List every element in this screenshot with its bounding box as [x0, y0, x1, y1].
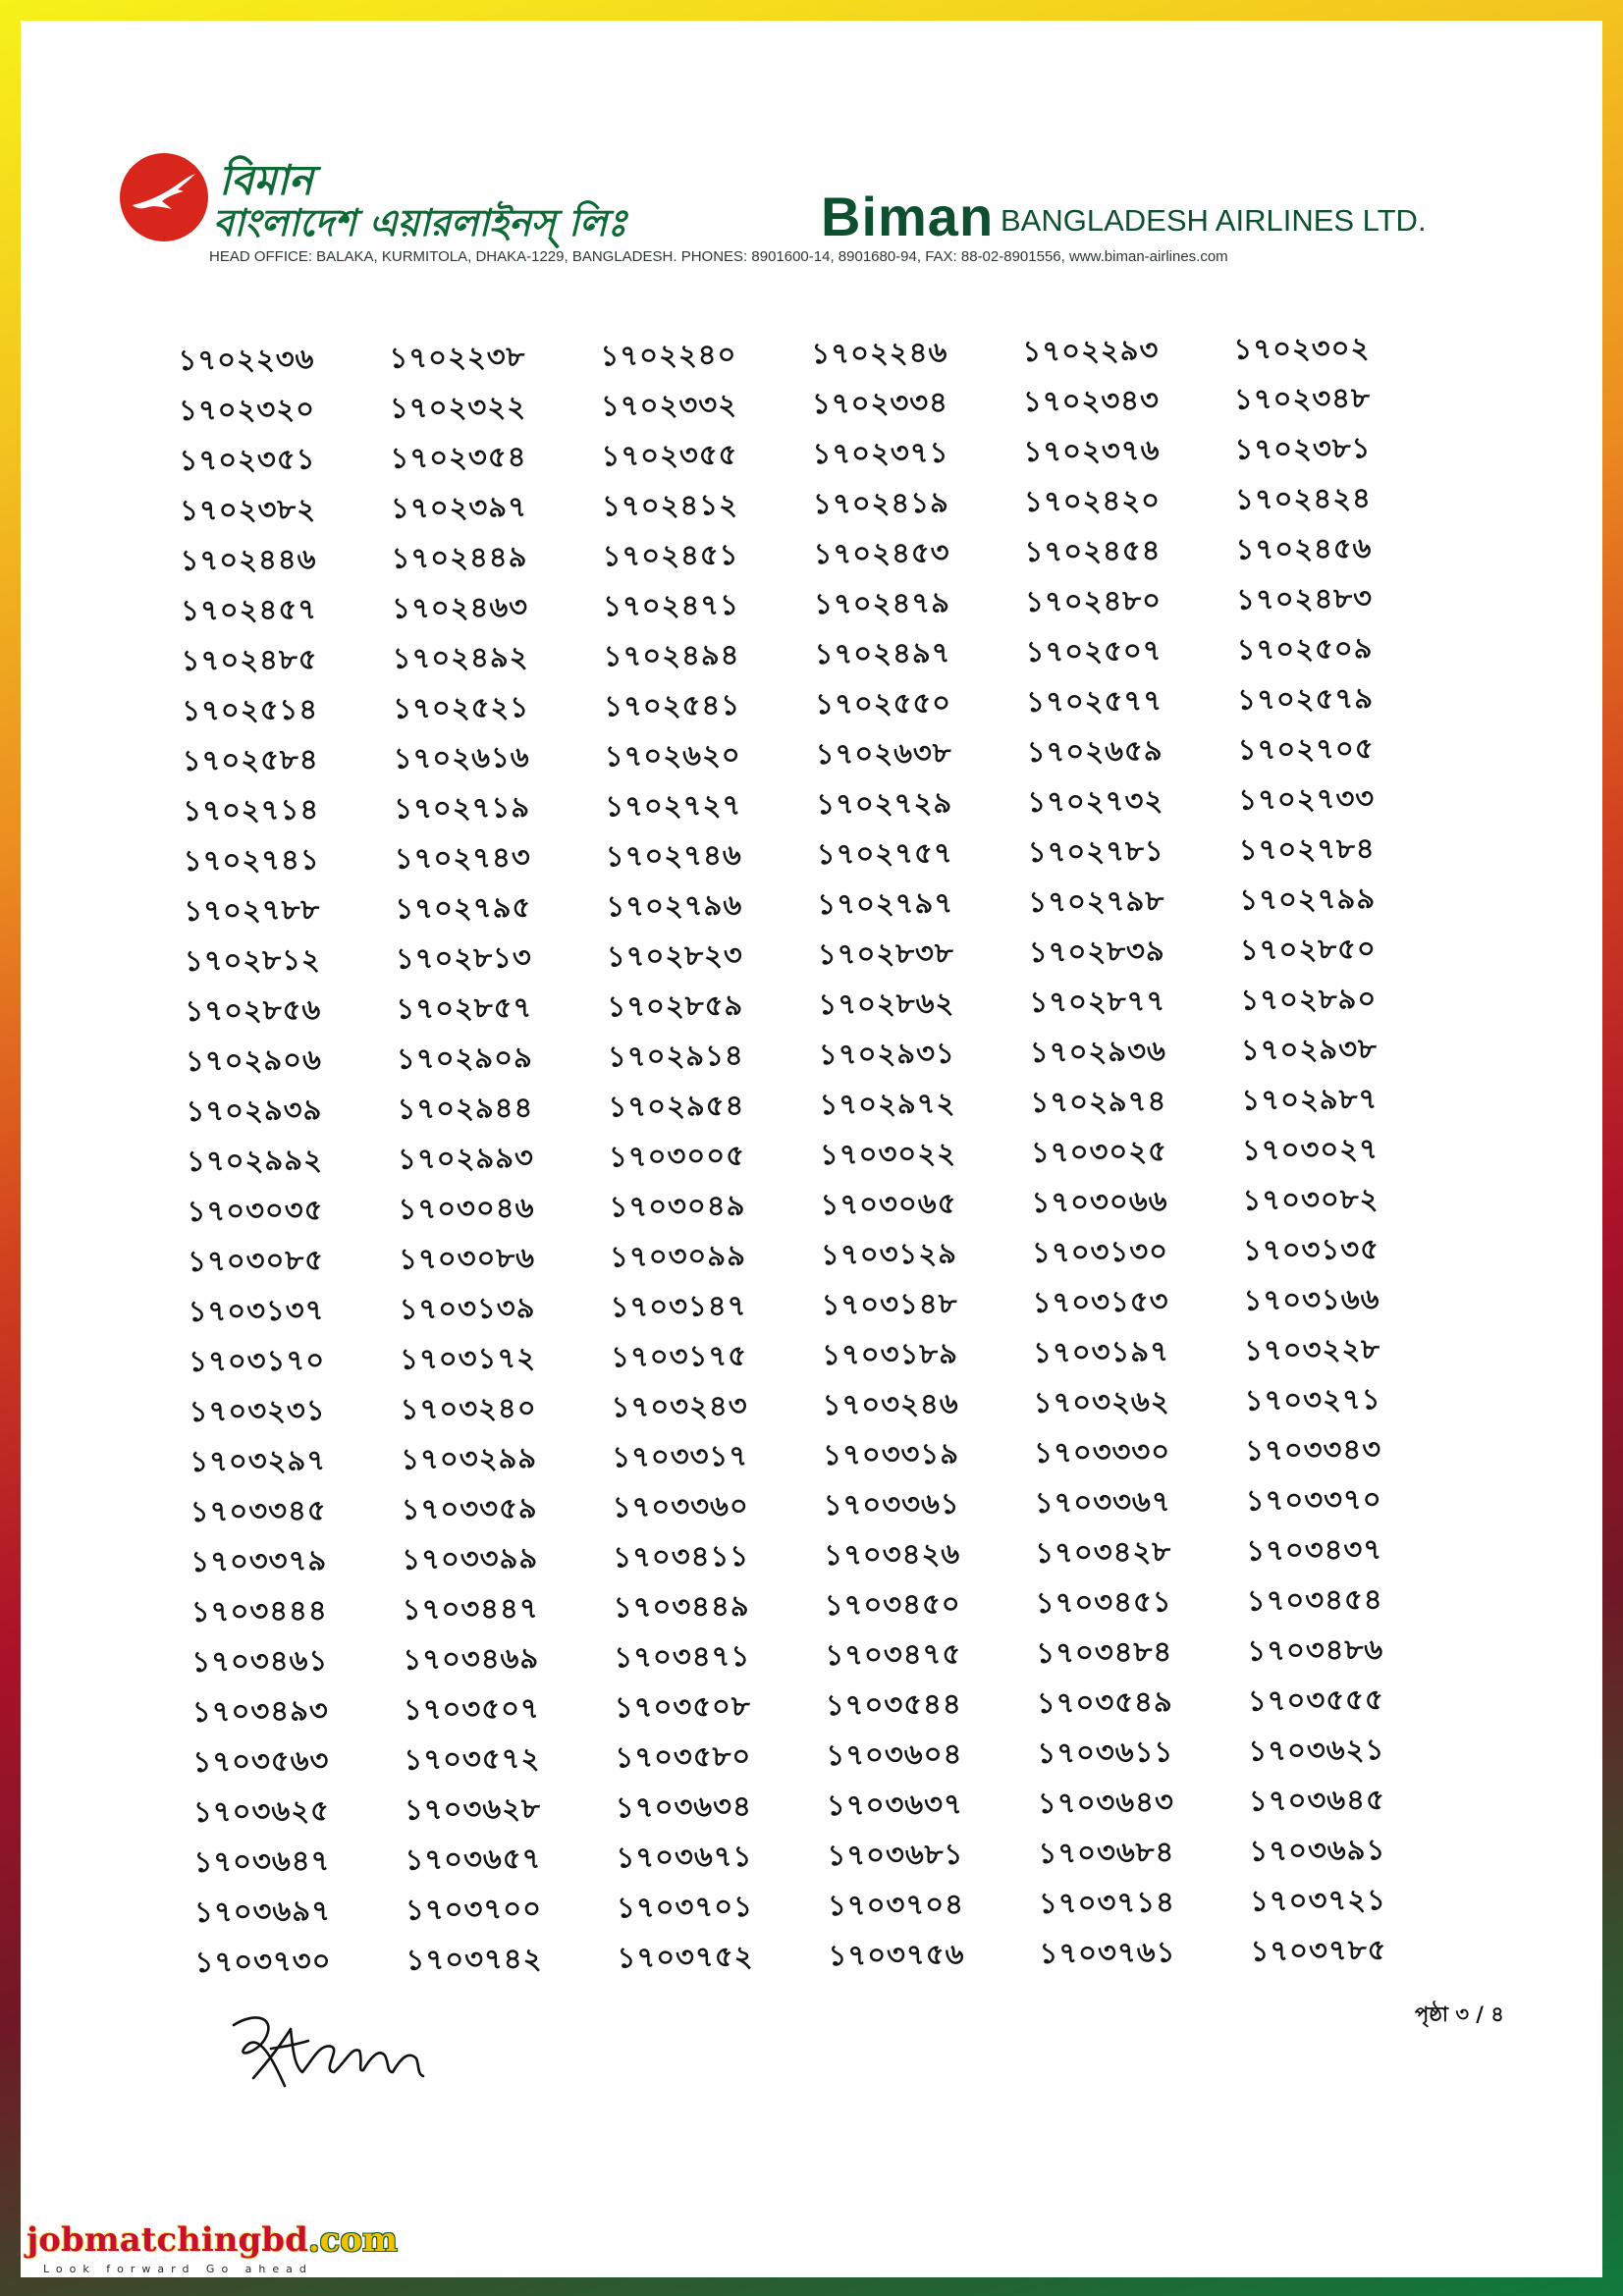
roll-number: ১৭০২৭৮৪: [1238, 831, 1376, 867]
roll-number: ১৭০৩৬২১: [1248, 1733, 1385, 1768]
roll-number: ১৭০৩০৬৫: [820, 1186, 957, 1221]
roll-number: ১৭০৩০৮২: [1242, 1182, 1380, 1217]
roll-number: ১৭০৩১৪৮: [821, 1286, 958, 1321]
watermark-name: jobmatchingbd: [27, 2220, 308, 2260]
roll-number: ১৭০২২৩৬: [178, 342, 315, 377]
roll-number: ১৭০৩০৩৫: [187, 1193, 324, 1228]
roll-number: ১৭০৩৫০৭: [403, 1691, 540, 1727]
roll-number: ১৭০২৪৭১: [602, 587, 740, 623]
roll-number: ১৭০২৩৪৮: [1233, 381, 1372, 416]
roll-number: ১৭০৩৭২১: [1249, 1883, 1387, 1918]
roll-number: ১৭০৩৩১৭: [612, 1438, 749, 1474]
roll-number: ১৭০৩৭০৪: [827, 1887, 965, 1922]
roll-number: ১৭০৩৪১১: [613, 1538, 750, 1575]
roll-number: ১৭০৩৪৫১: [1035, 1584, 1172, 1620]
roll-number: ১৭০২৯৭২: [819, 1086, 956, 1122]
roll-number: ১৭০২৯৯২: [186, 1143, 324, 1178]
roll-number: ১৭০২৫৮৪: [182, 742, 319, 777]
roll-number: ১৭০২২৩৮: [389, 340, 526, 375]
roll-number: ১৭০২৮৫০: [1239, 932, 1377, 967]
roll-number: ১৭০২৯৩৬: [1029, 1034, 1167, 1069]
roll-number: ১৭০২২৪০: [600, 337, 737, 373]
roll-number: ১৭০২৭৫৭: [816, 835, 953, 872]
roll-number: ১৭০৩০৮৬: [398, 1241, 536, 1276]
roll-number: ১৭০৩৬৯৭: [193, 1894, 332, 1929]
roll-number: ১৭০৩৬৭১: [616, 1839, 753, 1875]
roll-number: ১৭০২৭৩২: [1027, 783, 1164, 819]
roll-number-grid: [178, 322, 1462, 1987]
roll-number: ১৭০৩৩৯৯: [402, 1541, 539, 1576]
roll-number: ১৭০২৭৯৮: [1028, 883, 1165, 919]
roll-number: ১৭০৩৪৯৩: [191, 1693, 329, 1729]
roll-number: ১৭০৩২৬২: [1033, 1384, 1170, 1419]
roll-number: ১৭০২৪৫৬: [1235, 531, 1373, 566]
roll-number: ১৭০২৯৩৯: [186, 1093, 323, 1128]
roll-number: ১৭০২৩৮২: [179, 492, 317, 527]
roll-number: ১৭০২৯৩১: [818, 1036, 955, 1072]
roll-number: ১৭০৩৪৭৫: [825, 1636, 962, 1672]
roll-number: ১৭০২৪৫১: [602, 537, 739, 573]
roll-number: ১৭০২৩৭১: [812, 435, 949, 471]
roll-number: ১৭০৩১২৯: [820, 1236, 958, 1271]
roll-number: ১৭০৩৬৮১: [827, 1837, 964, 1872]
roll-number: ১৭০২৪১২: [601, 487, 739, 523]
roll-number: ১৭০৩৩৫৯: [401, 1491, 538, 1526]
roll-number: ১৭০৩৩৩০: [1034, 1434, 1171, 1469]
roll-number: ১৭০৩০৬৬: [1031, 1184, 1168, 1219]
roll-number: ১৭০৩৪৬৯: [403, 1641, 540, 1677]
roll-number: ১৭০২৫২১: [393, 690, 530, 725]
roll-number: ১৭০২৭৮১: [1027, 833, 1164, 869]
roll-number: ১৭০৩৪৬১: [191, 1643, 329, 1679]
roll-number: ১৭০৩৩৭৯: [190, 1543, 328, 1578]
roll-number: ১৭০৩৭৮৫: [1250, 1932, 1387, 1968]
roll-number: ১৭০৩৭৪২: [406, 1942, 543, 1977]
roll-number: ১৭০৩২৪৬: [822, 1386, 959, 1421]
roll-number: ১৭০৩৬০৪: [826, 1736, 963, 1772]
roll-number: ১৭০২২৯৩: [1022, 333, 1160, 368]
roll-number: ১৭০৩৬৩৪: [615, 1789, 753, 1825]
roll-number: ১৭০২৪৫৪: [1024, 533, 1162, 568]
roll-number: ১৭০৩৬৩৭: [826, 1787, 964, 1822]
roll-number: ১৭০২৩৫৪: [390, 440, 527, 475]
roll-number: ১৭০২৫১৪: [182, 692, 319, 727]
roll-number: ১৭০২৪৮৩: [1235, 581, 1374, 616]
roll-number: ১৭০২৪৯৪: [603, 637, 740, 673]
roll-number: ১৭০২৩৩৪: [811, 385, 949, 421]
roll-number: ১৭০২৮৯০: [1240, 982, 1378, 1017]
roll-number: ১৭০২৩৮১: [1234, 431, 1372, 466]
roll-number: ১৭০৩২৯৭: [189, 1443, 327, 1478]
page-number: পৃষ্ঠা ৩ / ৪: [1415, 2002, 1504, 2026]
roll-number: ১৭০৩৪৪৭: [402, 1591, 539, 1627]
roll-number: ১৭০৩৫৪৪: [825, 1686, 962, 1722]
roll-number: ১৭০৩১৩০: [1031, 1234, 1169, 1269]
roll-number: ১৭০২৩৩২: [600, 387, 738, 423]
roll-number: ১৭০৩১৩৫: [1242, 1232, 1380, 1267]
roll-number: ১৭০৩৪৪৪: [190, 1593, 328, 1629]
roll-number: ১৭০৩৫৫৫: [1247, 1682, 1384, 1718]
roll-number: ১৭০৩৪৮৪: [1036, 1634, 1173, 1670]
document-page: [21, 21, 1602, 2277]
roll-number: ১৭০৩৭১৪: [1038, 1885, 1176, 1920]
roll-number: ১৭০৩৭০১: [616, 1889, 754, 1925]
roll-number: ১৭০২২৪৬: [811, 335, 948, 371]
roll-number: ১৭০৩১৩৭: [188, 1293, 325, 1328]
roll-number: ১৭০২৯০৯: [396, 1041, 534, 1076]
roll-number: ১৭০৩৬৮৪: [1038, 1835, 1175, 1870]
roll-number: ১৭০২৮১২: [184, 942, 321, 978]
roll-number: ১৭০৩৬২৮: [404, 1791, 542, 1827]
roll-number: ১৭০২৫৫০: [815, 685, 952, 721]
roll-number: ১৭০২৫৭৯: [1236, 681, 1375, 717]
roll-number: ১৭০৩৭৬১: [1039, 1935, 1176, 1970]
roll-number: ১৭০৩৪৩৭: [1246, 1532, 1383, 1568]
roll-number: ১৭০২৩৫৫: [601, 437, 738, 473]
roll-number: ১৭০২৭১৪: [183, 792, 320, 828]
roll-number: ১৭০৩৫৬৩: [192, 1743, 330, 1779]
roll-number: ১৭০৩৭৫২: [617, 1939, 754, 1975]
roll-number: ১৭০৩১৭২: [399, 1341, 537, 1376]
roll-number: ১৭০২৭৯৯: [1239, 881, 1377, 917]
roll-number: ১৭০২৪৭৯: [813, 585, 951, 621]
roll-number: ১৭০২৭২৯: [816, 785, 953, 822]
roll-number: ১৭০৩৩৪৩: [1244, 1432, 1382, 1468]
roll-number: ১৭০২৬১৬: [393, 740, 530, 775]
roll-number: ১৭০৩৬২৫: [192, 1793, 331, 1829]
roll-number: ১৭০৩৩৬০: [612, 1488, 749, 1524]
watermark-domain: .com: [307, 2220, 399, 2260]
roll-number: ১৭০২৪৮৫: [181, 642, 318, 677]
brand-name: Biman: [821, 186, 995, 247]
roll-number: ১৭০২৬৫৯: [1026, 733, 1163, 769]
logo-bengali-company: বাংলাদেশ এয়ারলাইনস্ লিঃ: [213, 201, 627, 244]
roll-number: ১৭০৩৪২৮: [1035, 1534, 1172, 1570]
roll-number: ১৭০৩২২৮: [1243, 1332, 1381, 1367]
biman-stork-logo-icon: [119, 152, 209, 242]
roll-number: ১৭০২৩৫১: [179, 442, 316, 477]
roll-number: ১৭০৩০৮৫: [187, 1243, 325, 1278]
roll-number: ১৭০৩২৩১: [189, 1393, 326, 1428]
roll-number: ১৭০২৭৯৬: [606, 887, 743, 924]
roll-number: ১৭০২৯৯৩: [397, 1141, 535, 1176]
roll-number: ১৭০৩৪৭১: [614, 1638, 751, 1675]
roll-number: ১৭০২৪৮০: [1024, 583, 1163, 618]
roll-number: ১৭০৩২৭১: [1244, 1382, 1381, 1417]
roll-number: ১৭০২৯০৬: [185, 1042, 323, 1078]
roll-number: ১৭০২৮৩৮: [817, 935, 954, 972]
roll-number: ১৭০২৯৮৭: [1241, 1082, 1379, 1117]
roll-number: ১৭০৩৫০৮: [614, 1688, 751, 1725]
roll-number: ১৭০২৮৬২: [818, 986, 955, 1022]
roll-number: ১৭০২৭৯৫: [395, 890, 532, 926]
roll-number: ১৭০২৩০২: [1233, 331, 1371, 366]
roll-number: ১৭০২৪৯৭: [814, 635, 951, 671]
roll-number: ১৭০২৮২৩: [606, 937, 743, 974]
roll-number: ১৭০২৩৪৩: [1022, 383, 1161, 418]
roll-number: ১৭০৩৪৪৯: [613, 1588, 750, 1625]
roll-number: ১৭০৩০২২: [819, 1136, 957, 1171]
roll-number: ১৭০২৪২৪: [1234, 481, 1373, 516]
roll-number: ১৭০৩১৯৭: [1032, 1334, 1170, 1369]
roll-number: ১৭০৩৬৪৫: [1248, 1783, 1385, 1818]
roll-number: ১৭০২৬৩৮: [815, 735, 952, 772]
roll-number: ১৭০২৭৩৩: [1238, 781, 1376, 817]
roll-number: ১৭০৩১৮৯: [821, 1336, 959, 1371]
roll-number: ১৭০৩৫৪৯: [1036, 1684, 1173, 1720]
roll-number: ১৭০৩৫৭২: [404, 1741, 541, 1777]
roll-number: ১৭০২৫০৯: [1236, 631, 1374, 667]
roll-number: ১৭০৩১৭০: [188, 1343, 326, 1378]
roll-number: ১৭০৩২৪৩: [611, 1388, 748, 1424]
signature: [212, 2002, 438, 2109]
roll-number: ১৭০২৯১৪: [607, 1038, 744, 1074]
roll-number: ১৭০৩৪২৬: [824, 1536, 961, 1572]
roll-number: ১৭০২৪১৯: [812, 485, 950, 521]
roll-number: ১৭০৩৩৬৭: [1034, 1484, 1171, 1520]
roll-number: ১৭০২৮৫৯: [607, 988, 744, 1024]
roll-number: ১৭০৩৩৬১: [823, 1486, 960, 1522]
roll-number: ১৭০৩৬১১: [1037, 1735, 1174, 1770]
roll-number: ১৭০৩৬৪৭: [193, 1843, 331, 1879]
roll-number: ১৭০৩৪৮৬: [1247, 1632, 1384, 1668]
roll-number: ১৭০৩০৪৯: [609, 1188, 746, 1224]
roll-number: ১৭০২৩২০: [178, 392, 316, 427]
roll-number: ১৭০২৫৪১: [604, 687, 741, 723]
roll-number: ১৭০৩৭৩০: [194, 1944, 332, 1979]
roll-number: ১৭০৩৭০০: [405, 1892, 543, 1927]
roll-number: ১৭০৩১৬৬: [1243, 1282, 1380, 1317]
head-office-address: HEAD OFFICE: BALAKA, KURMITOLA, DHAKA-1229, BANGLADESH. PHONES: 8901600-14, 8901680-94, FAX: 88-02-8901556, www.biman-airlines.com: [209, 248, 1228, 265]
roll-number: ১৭০২৯৪৪: [397, 1091, 534, 1126]
roll-number: ১৭০২৩৯৭: [390, 490, 528, 525]
logo-bengali-name: বিমান: [219, 156, 313, 204]
roll-number: ১৭০২৯৫৪: [608, 1088, 745, 1124]
roll-number: ১৭০২৫০৭: [1025, 633, 1163, 668]
watermark-logo: [27, 2220, 398, 2260]
roll-number: ১৭০২৩৭৬: [1023, 433, 1161, 468]
roll-number: ১৭০২৪৫৩: [813, 535, 950, 571]
roll-number: ১৭০২৭১৯: [394, 790, 531, 826]
roll-number: ১৭০৩৩৪৫: [189, 1493, 327, 1528]
roll-number: ১৭০২৭৮৮: [184, 892, 321, 928]
roll-number: ১৭০২৭০৫: [1237, 731, 1375, 767]
roll-number: ১৭০২৩২২: [389, 390, 527, 425]
roll-number: ১৭০৩২৯৯: [401, 1441, 538, 1476]
company-name: BANGLADESH AIRLINES LTD.: [1001, 203, 1427, 238]
roll-number: ১৭০৩৬৫৭: [405, 1842, 542, 1877]
roll-number: ১৭০৩৩৭০: [1245, 1482, 1382, 1518]
roll-number: ১৭০৩৪৫০: [824, 1586, 961, 1622]
roll-number: ১৭০৩০২৭: [1241, 1132, 1380, 1167]
roll-number: ১৭০২৪৬৩: [391, 590, 529, 625]
roll-number: ১৭০৩১৪৭: [610, 1288, 747, 1324]
roll-number: ১৭০২৮৫৬: [185, 992, 322, 1028]
roll-number: ১৭০২৭৪১: [183, 842, 320, 878]
roll-number: ১৭০২৭৪৩: [394, 840, 531, 876]
roll-number: ১৭০৩০৯৯: [609, 1238, 747, 1274]
roll-number: ১৭০৩০২৫: [1030, 1134, 1168, 1169]
roll-number: ১৭০৩১৭৫: [610, 1338, 748, 1374]
roll-number: ১৭০২৯৩৮: [1240, 1032, 1378, 1067]
roll-number: ১৭০৩১৩৯: [399, 1291, 536, 1326]
roll-number: ১৭০২৮৭৭: [1029, 984, 1166, 1019]
roll-number: ১৭০৩৬৯১: [1249, 1833, 1386, 1868]
roll-number: ১৭০৩৩১৯: [823, 1436, 960, 1471]
roll-number: ১৭০৩৭৫৬: [828, 1937, 965, 1972]
roll-number: ১৭০৩৬৪৩: [1037, 1785, 1175, 1820]
roll-number: ১৭০২৮৩৯: [1028, 934, 1165, 969]
roll-number: ১৭০২৬২০: [604, 737, 741, 774]
roll-number: ১৭০২৯৭৪: [1030, 1084, 1167, 1119]
roll-number: ১৭০২৭৯৭: [817, 885, 954, 922]
roll-number: ১৭০৩৫৮০: [615, 1738, 752, 1775]
roll-number: ১৭০২৪৪৯: [391, 540, 528, 575]
roll-number: ১৭০২৪৪৬: [180, 542, 317, 577]
roll-number: ১৭০২৭৪৬: [605, 837, 742, 874]
roll-number: ১৭০৩৪৫৪: [1246, 1582, 1383, 1618]
roll-number: ১৭০২৪৯২: [392, 640, 529, 675]
roll-number: ১৭০২৭২৭: [605, 787, 742, 824]
roll-number: ১৭০৩২৪০: [400, 1391, 537, 1426]
roll-number: ১৭০২৫৭৭: [1025, 683, 1163, 719]
roll-number: ১৭০৩১৫৩: [1032, 1284, 1169, 1319]
watermark-tagline: Look forward Go ahead: [43, 2263, 313, 2275]
roll-number: ১৭০২৮৫৭: [396, 990, 533, 1026]
roll-number: ১৭০৩০৪৬: [398, 1191, 535, 1226]
roll-number: ১৭০২৪২০: [1023, 483, 1162, 518]
roll-number: ১৭০২৮১৩: [395, 940, 532, 976]
roll-number: ১৭০২৪৫৭: [180, 592, 318, 627]
roll-number: ১৭০৩০০৫: [608, 1138, 746, 1174]
